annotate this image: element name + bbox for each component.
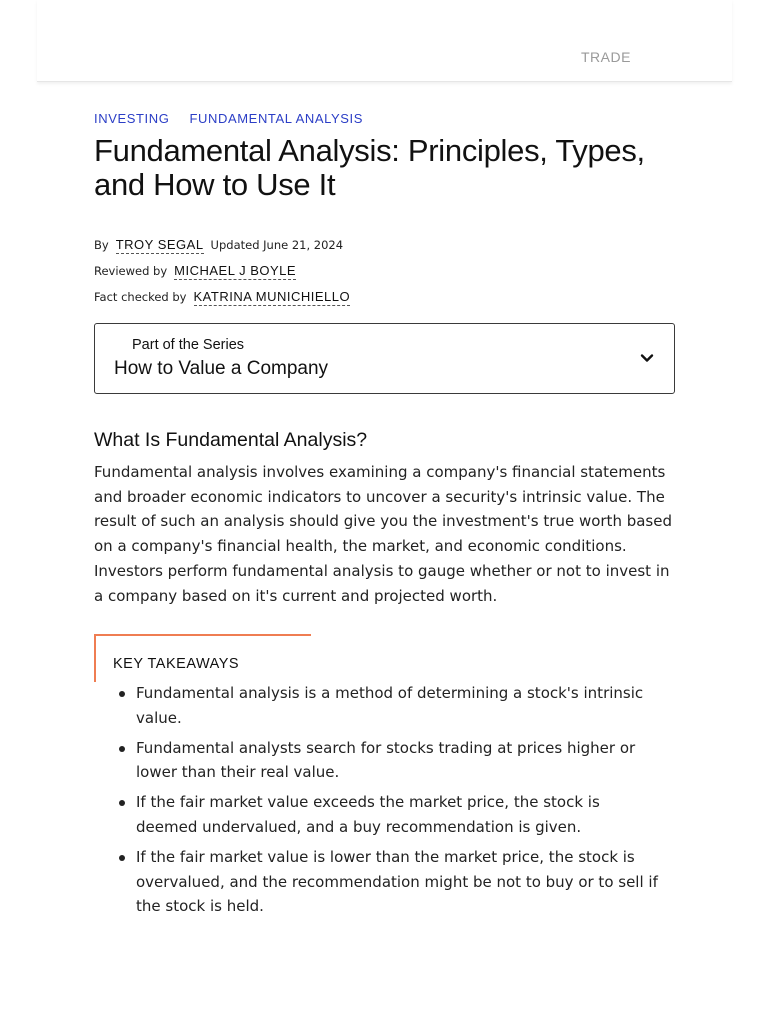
list-item: Fundamental analysts search for stocks trading at prices higher or lower than their real value.	[113, 736, 658, 786]
section-heading: What Is Fundamental Analysis?	[94, 429, 368, 451]
top-nav-bar	[37, 0, 732, 82]
series-name: How to Value a Company	[114, 358, 329, 379]
trade-link[interactable]: TRADE	[581, 49, 631, 65]
updated-date: Updated June 21, 2024	[210, 238, 344, 252]
by-label: By	[94, 238, 109, 252]
key-takeaways-left-border	[94, 634, 96, 682]
list-item: Fundamental analysis is a method of determining a stock's intrinsic value.	[113, 681, 658, 731]
page-title: Fundamental Analysis: Principles, Types, and How to Use It	[94, 133, 645, 202]
key-takeaways-list	[113, 681, 658, 924]
key-takeaways-title: KEY TAKEAWAYS	[113, 656, 240, 672]
reviewer-link[interactable]: MICHAEL J BOYLE	[174, 263, 297, 278]
breadcrumb-fundamental-analysis[interactable]: FUNDAMENTAL ANALYSIS	[189, 111, 364, 126]
byline-factcheck-row	[94, 289, 350, 306]
list-item: If the fair market value exceeds the market price, the stock is deemed undervalued, and a buy recommendation is given.	[113, 790, 658, 840]
list-item: If the fair market value is lower than the market price, the stock is overvalued, and the recommendation might be not to buy or to sell if the stock is held.	[113, 845, 658, 919]
fact-checked-by-label: Fact checked by	[94, 290, 187, 304]
fact-checker-link[interactable]: KATRINA MUNICHIELLO	[193, 289, 351, 304]
byline-author-row	[94, 237, 343, 254]
reviewed-by-label: Reviewed by	[94, 264, 168, 278]
author-link[interactable]: TROY SEGAL	[115, 237, 204, 252]
breadcrumb	[94, 111, 363, 126]
breadcrumb-investing[interactable]: INVESTING	[94, 111, 170, 126]
series-dropdown[interactable]	[94, 323, 675, 394]
intro-paragraph: Fundamental analysis involves examining a company's financial statements and broader economic indicators to uncover a security's intrinsic value. The result of such an analysis should give you the investment's true worth based on a company's financial health, the market, and economic conditions. Investors perform fundamental analysis to gauge whether or not to invest in a company based on it's current and projected worth.	[94, 463, 672, 605]
byline-reviewer-row	[94, 263, 296, 280]
series-label: Part of the Series	[132, 337, 245, 353]
chevron-down-icon[interactable]	[640, 351, 654, 365]
key-takeaways-top-border	[94, 634, 311, 636]
